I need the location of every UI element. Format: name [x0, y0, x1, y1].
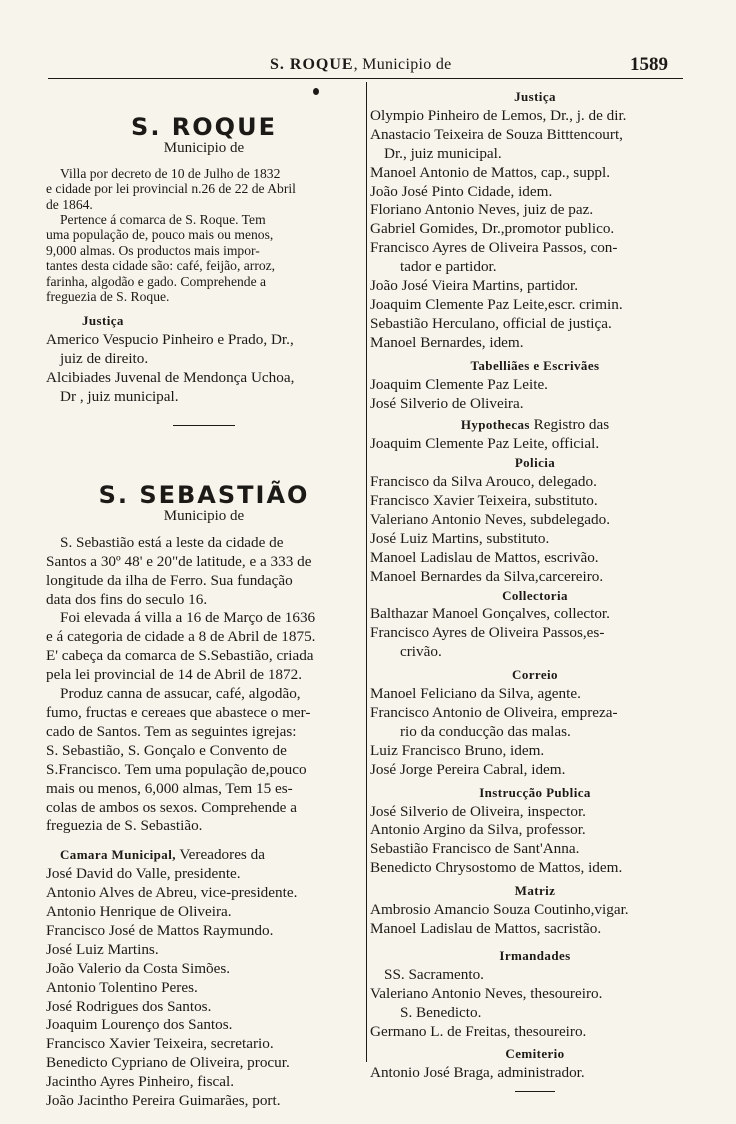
list-item: Joaquim Clemente Paz Leite,escr. crimin. [370, 295, 623, 313]
list-item: Sebastião Herculano, official de justiça. [370, 314, 612, 332]
text-line: uma população de, pouco mais ou menos, [46, 227, 274, 243]
text-line: E' cabeça da comarca de S.Sebastião, criada [46, 647, 314, 665]
list-item: José Luiz Martins, substituto. [370, 529, 550, 547]
running-header [48, 52, 678, 78]
list-item: tador e partidor. [400, 258, 497, 276]
text-line: mais ou menos, 6,000 almas, Tem 15 es- [46, 779, 293, 797]
list-item: rio da conducção das malas. [400, 722, 571, 740]
list-item: Valeriano Antonio Neves, thesoureiro. [370, 984, 603, 1002]
text-line: S.Francisco. Tem uma população de,pouco [46, 760, 307, 778]
text-line: Villa por decreto de 10 de Julho de 1832 [60, 165, 281, 181]
list-item: Joaquim Clemente Paz Leite. [370, 375, 548, 393]
sroque-title: S. ROQUE [131, 113, 277, 141]
list-item: José Jorge Pereira Cabral, idem. [370, 760, 566, 778]
text-line: freguezia de S. Roque. [46, 289, 170, 305]
header-title [270, 56, 452, 74]
text-line: colas de ambos os sexos. Comprehende a [46, 798, 297, 816]
list-item: SS. Sacramento. [384, 965, 484, 983]
right-column [370, 88, 700, 1092]
text-line: cado de Santos. Tem as seguintes igrejas: [46, 722, 297, 740]
list-item: Francisco Xavier Teixeira, secretario. [46, 1035, 274, 1053]
list-item: João Jacintho Pereira Guimarães, port. [46, 1092, 281, 1110]
list-item: Valeriano Antonio Neves, subdelegado. [370, 510, 610, 528]
camara-heading-line [46, 846, 362, 865]
text-line: S. Sebastião, S. Gonçalo e Convento de [46, 741, 287, 759]
list-item: Joaquim Lourenço dos Santos. [46, 1016, 233, 1034]
hypothecas-heading-line [370, 416, 700, 435]
list-item: Jacintho Ayres Pinheiro, fiscal. [46, 1073, 234, 1091]
list-item: Manoel Ladislau de Mattos, sacristão. [370, 919, 602, 937]
list-item: Antonio Henrique de Oliveira. [46, 903, 232, 921]
list-item: Antonio José Braga, administrador. [370, 1064, 585, 1082]
list-item: Francisco Ayres de Oliveira Passos,es- [370, 624, 605, 642]
justica-heading: Justiça [514, 89, 556, 104]
text-line: Americo Vespucio Pinheiro e Prado, Dr., [46, 331, 294, 349]
hypothecas-heading-tail: Registro das [529, 416, 610, 434]
policia-heading: Policia [514, 455, 556, 471]
text-line: Pertence á comarca de S. Roque. Tem [60, 212, 266, 228]
text-line: juiz de direito. [60, 350, 149, 368]
list-item: Dr., juiz municipal. [384, 144, 502, 162]
header-rule [48, 78, 683, 79]
list-item: Olympio Pinheiro de Lemos, Dr., j. de dir. [370, 106, 627, 124]
text-line: e cidade por lei provincial n.26 de 22 de Abril [46, 181, 296, 197]
irmandades-heading: Irmandades [499, 947, 571, 963]
list-item: Sebastião Francisco de Sant'Anna. [370, 840, 580, 858]
text-line: longitude da ilha de Ferro. Sua fundação [46, 571, 293, 589]
text-line: Foi elevada á villa a 16 de Março de 1636 [60, 609, 316, 627]
text-line: 9,000 almas. Os productos mais impor- [46, 242, 260, 258]
list-item: Germano L. de Freitas, thesoureiro. [370, 1022, 587, 1040]
instruccao-heading: Instrucção Publica [479, 784, 591, 800]
text-line: data dos fins do seculo 16. [46, 590, 208, 608]
list-item: Joaquim Clemente Paz Leite, official. [370, 435, 600, 453]
list-item: Manoel Feliciano da Silva, agente. [370, 685, 581, 703]
text-line: de 1864. [46, 196, 93, 212]
list-item: José David do Valle, presidente. [46, 865, 241, 883]
ssebastiao-subtitle: Municipio de [163, 507, 245, 524]
text-line: freguezia de S. Sebastião. [46, 817, 203, 835]
list-item: José Silverio de Oliveira, inspector. [370, 802, 586, 820]
camara-heading-tail: Vereadores da [175, 846, 265, 864]
list-item: Luiz Francisco Bruno, idem. [370, 741, 545, 759]
list-item: Antonio Tolentino Peres. [46, 978, 198, 996]
collectoria-heading: Collectoria [502, 587, 568, 603]
list-item: Balthazar Manoel Gonçalves, collector. [370, 605, 610, 623]
list-item: Gabriel Gomides, Dr.,promotor publico. [370, 220, 615, 238]
list-item: Francisco José de Mattos Raymundo. [46, 921, 274, 939]
text-line: fumo, fructas e cereaes que abastece o mer- [46, 703, 311, 721]
column-divider [366, 82, 367, 1062]
ssebastiao-para3 [46, 685, 362, 836]
list-item: Manoel Bernardes da Silva,carcereiro. [370, 567, 604, 585]
list-item: Benedicto Chrysostomo de Mattos, idem. [370, 859, 623, 877]
header-rest: , Municipio de [353, 56, 452, 73]
list-item: Manoel Ladislau de Mattos, escrivão. [370, 548, 599, 566]
list-item: Manoel Antonio de Mattos, cap., suppl. [370, 163, 611, 181]
text-line: Alcibiades Juvenal de Mendonça Uchoa, [46, 369, 295, 387]
sroque-justica-heading: Justiça [82, 313, 124, 329]
list-item: Ambrosio Amancio Souza Coutinho,vigar. [370, 901, 629, 919]
list-item: crivão. [400, 643, 442, 661]
left-column [46, 88, 362, 1111]
hypothecas-heading: Hypothecas [460, 417, 530, 433]
sroque-subtitle: Municipio de [163, 139, 245, 156]
list-item: José Rodrigues dos Santos. [46, 997, 212, 1015]
ssebastiao-title: S. SEBASTIÃO [98, 481, 310, 509]
list-item: Francisco da Silva Arouco, delegado. [370, 473, 597, 491]
list-item: Manoel Bernardes, idem. [370, 333, 524, 351]
text-line: S. Sebastião está a leste da cidade de [60, 533, 284, 551]
list-item: Francisco Antonio de Oliveira, empreza- [370, 704, 618, 721]
list-item: João José Pinto Cidade, idem. [370, 182, 553, 200]
list-item: João José Vieira Martins, partidor. [370, 277, 579, 295]
correio-heading: Correio [512, 667, 558, 683]
text-line: Santos a 30º 48' e 20"de latitude, e a 333 de [46, 552, 312, 570]
list-item: Benedicto Cypriano de Oliveira, procur. [46, 1054, 290, 1072]
list-item: José Silverio de Oliveira. [370, 394, 524, 412]
list-item: Floriano Antonio Neves, juiz de paz. [370, 201, 594, 219]
list-item: S. Benedicto. [400, 1003, 482, 1021]
tabelliaes-heading: Tabelliães e Escrivães [470, 357, 600, 373]
text-line: farinha, algodão e gado. Comprehende a [46, 273, 267, 289]
list-item: Francisco Ayres de Oliveira Passos, con- [370, 239, 618, 257]
text-line: Dr , juiz municipal. [60, 388, 179, 406]
text-line: e á categoria de cidade a 8 de Abril de 1875. [46, 628, 316, 646]
list-item: José Luiz Martins. [46, 940, 159, 958]
camara-heading: Camara Municipal, [60, 847, 176, 863]
matriz-heading: Matriz [514, 883, 556, 899]
text-line: pela lei provincial de 14 de Abril de 1872. [46, 666, 303, 684]
end-rule [515, 1091, 555, 1092]
ssebastiao-para1 [46, 534, 362, 610]
header-city: S. ROQUE [270, 56, 354, 73]
text-line: Produz canna de assucar, café, algodão, [60, 685, 301, 703]
list-item: João Valerio da Costa Simões. [46, 959, 231, 977]
sroque-para1 [46, 166, 362, 212]
list-item: Anastacio Teixeira de Souza Bitttencourt, [370, 125, 623, 143]
page-number: 1589 [630, 54, 668, 75]
sroque-para2 [46, 212, 362, 304]
cemiterio-heading: Cemiterio [505, 1046, 565, 1062]
list-item: Francisco Xavier Teixeira, substituto. [370, 492, 598, 510]
text-line: tantes desta cidade são: café, feijão, arroz, [46, 258, 276, 274]
list-item: Antonio Argino da Silva, professor. [370, 821, 586, 839]
list-item: Antonio Alves de Abreu, vice-presidente. [46, 884, 298, 902]
ssebastiao-para2 [46, 609, 362, 685]
